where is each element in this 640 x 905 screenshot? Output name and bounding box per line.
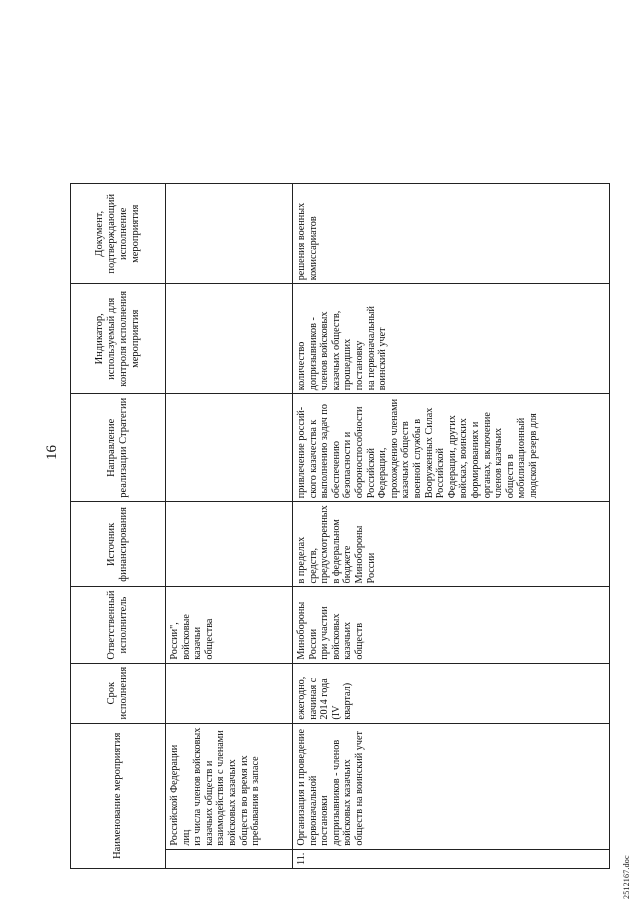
row-direction: привлечение россий- ского казачества к выполнению задач по обеспечению безопасности и обороноспособности Российской Федерации, прохождению членами казачьих обществ военной службы в Вооруженных Силах Российской Федерации, других войсках, воинских формированиях и органах, включение членов казачьих обществ в мобилизационный людской резерв для bbox=[293, 394, 610, 502]
row-document: решения военных комиссариатов bbox=[293, 184, 610, 284]
header-responsible: Ответственный исполнитель bbox=[71, 587, 166, 663]
row-number: 11. bbox=[293, 849, 610, 868]
page-number: 16 bbox=[44, 445, 60, 460]
table-row bbox=[166, 184, 293, 869]
row-name: Российской Федерации лиц из числа членов войсковых казачьих обществ и взаимодействия с членами войсковых казачьих обществ во время их пребывания в запасе bbox=[166, 723, 293, 849]
header-source: Источник финансирования bbox=[71, 502, 166, 587]
file-name-footer: 2512167.doc bbox=[622, 855, 631, 899]
row-term bbox=[166, 663, 293, 723]
row-number bbox=[166, 849, 293, 868]
row-responsible: Минобороны России при участии войсковых казачьих обществ bbox=[293, 587, 610, 663]
header-direction: Направление реализации Стратегии bbox=[71, 394, 166, 502]
row-source: в пределах средств, предусмотренных в федеральном бюджете Минобороны России bbox=[293, 502, 610, 587]
row-term: ежегодно, начиная с 2014 года (IV квартал) bbox=[293, 663, 610, 723]
table-header-row bbox=[71, 184, 166, 869]
row-source bbox=[166, 502, 293, 587]
header-name: Наименование мероприятия bbox=[71, 723, 166, 868]
row-indicator bbox=[166, 284, 293, 394]
measures-table bbox=[70, 183, 610, 869]
row-responsible: России", войсковые казачьи общества bbox=[166, 587, 293, 663]
table-row bbox=[293, 184, 610, 869]
header-document: Документ, подтверждающий исполнение мероприятия bbox=[71, 184, 166, 284]
row-document bbox=[166, 184, 293, 284]
row-name: Организация и проведение первоначальной постановки допризывников - членов войсковых казачьих обществ на воинский учет bbox=[293, 723, 610, 849]
header-indicator: Индикатор, используемый для контроля исполнения мероприятия bbox=[71, 284, 166, 394]
row-direction bbox=[166, 394, 293, 502]
row-indicator: количество допризывников - членов войсковых казачьих обществ, прошедших постановку на первоначальный воинский учет bbox=[293, 284, 610, 394]
header-term: Срок исполнения bbox=[71, 663, 166, 723]
